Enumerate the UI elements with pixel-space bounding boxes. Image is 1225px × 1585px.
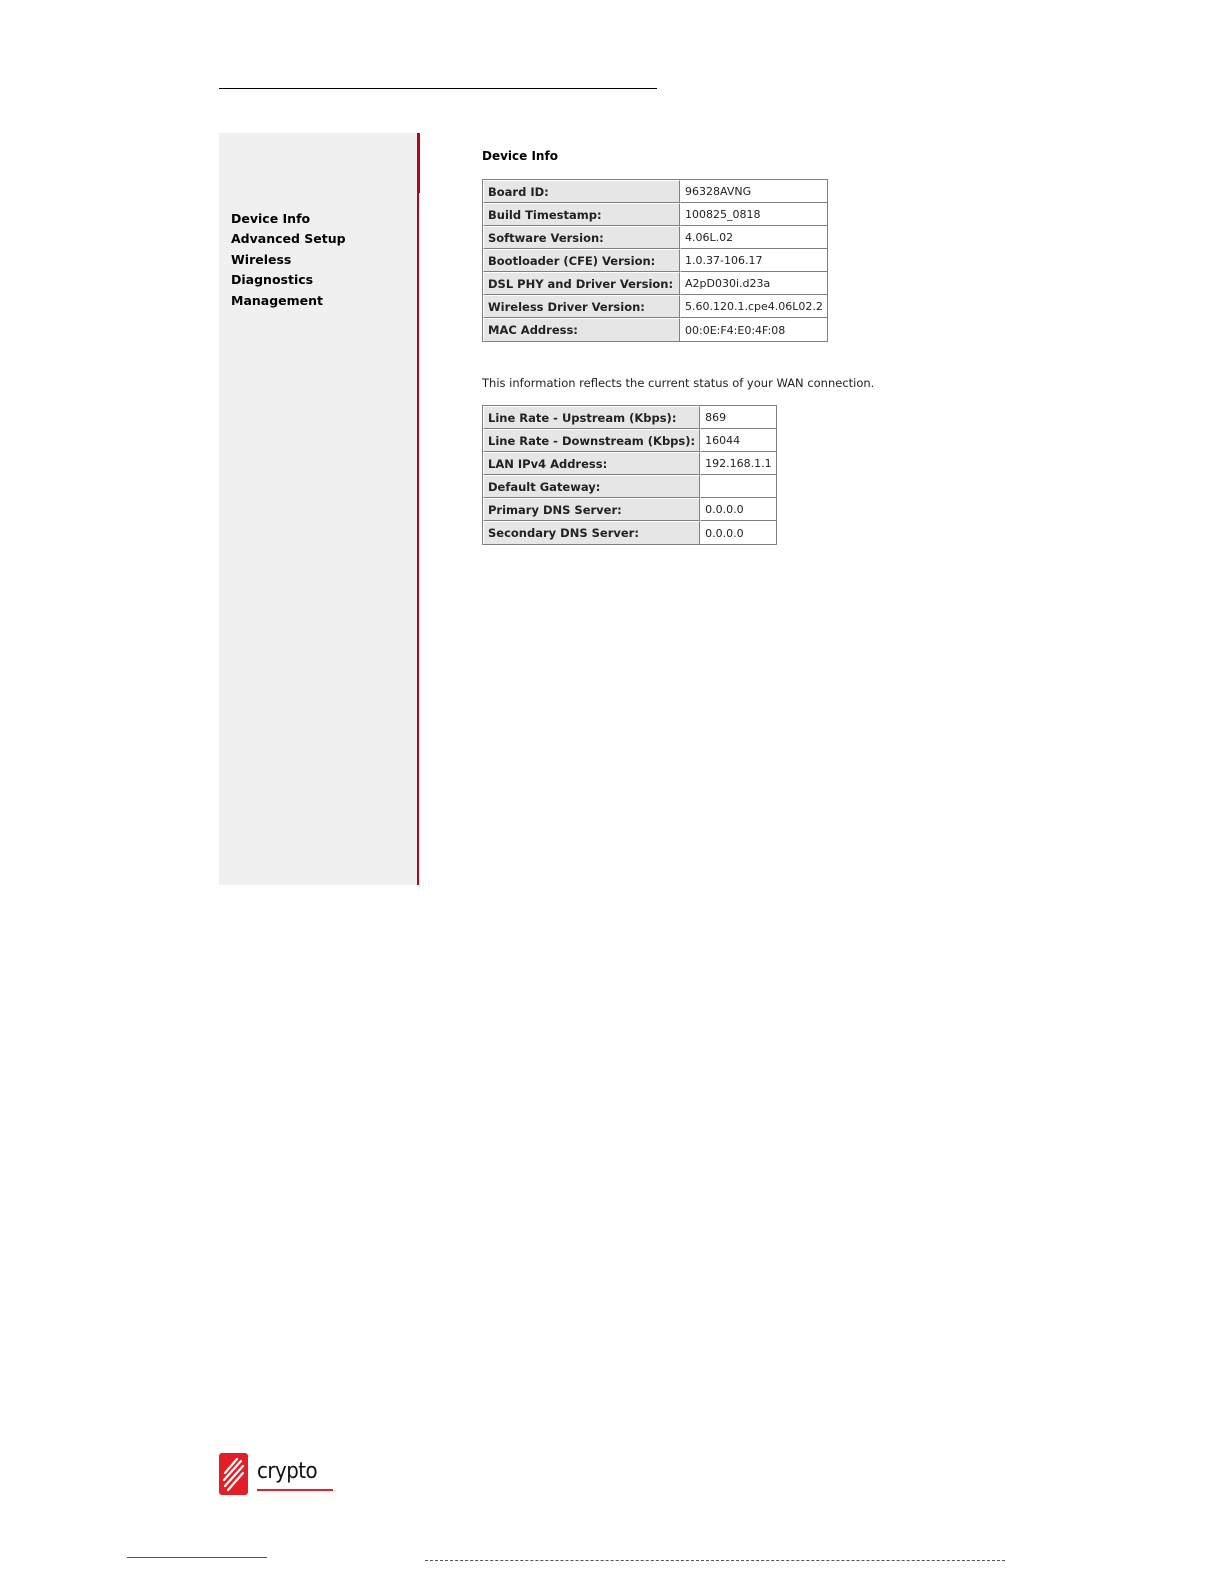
row-value: 0.0.0.0 — [700, 498, 775, 521]
row-label: MAC Address: — [483, 318, 680, 341]
row-label: Primary DNS Server: — [483, 498, 700, 521]
row-value: 1.0.37-106.17 — [680, 249, 827, 272]
sidebar-item-management[interactable]: Management — [231, 292, 324, 308]
footer-link-line — [127, 1557, 267, 1558]
row-value: 869 — [700, 406, 775, 429]
header-rule — [219, 88, 657, 89]
row-label: LAN IPv4 Address: — [483, 452, 700, 475]
row-value: 0.0.0.0 — [700, 521, 775, 544]
row-label: Line Rate - Downstream (Kbps): — [483, 429, 700, 452]
row-label: Software Version: — [483, 226, 680, 249]
row-label: Wireless Driver Version: — [483, 295, 680, 318]
row-label: Secondary DNS Server: — [483, 521, 700, 544]
row-value — [700, 475, 775, 498]
sidebar-item-diagnostics[interactable]: Diagnostics — [231, 272, 314, 288]
table-row — [483, 406, 776, 429]
table-row — [483, 203, 827, 226]
table-row — [483, 226, 827, 249]
footer-rule — [425, 1560, 1005, 1561]
table-row — [483, 272, 827, 295]
row-label: Default Gateway: — [483, 475, 700, 498]
table-row — [483, 180, 827, 203]
sidebar-menu — [231, 209, 346, 311]
table-row — [483, 295, 827, 318]
row-value: 5.60.120.1.cpe4.06L02.2 — [680, 295, 827, 318]
wan-status-table — [482, 405, 777, 545]
page-title: Device Info — [482, 149, 558, 163]
row-label: Line Rate - Upstream (Kbps): — [483, 406, 700, 429]
logo-mark-icon — [219, 1453, 248, 1495]
row-label: Build Timestamp: — [483, 203, 680, 226]
table-row — [483, 318, 827, 341]
row-label: DSL PHY and Driver Version: — [483, 272, 680, 295]
device-info-table — [482, 179, 828, 342]
sidebar-item-device-info[interactable]: Device Info — [231, 211, 311, 226]
table-row — [483, 475, 776, 498]
table-row — [483, 429, 776, 452]
logo-underline — [257, 1489, 333, 1491]
row-value: 4.06L.02 — [680, 226, 827, 249]
row-value: 16044 — [700, 429, 775, 452]
sidebar-divider — [417, 133, 419, 885]
sidebar-item-advanced-setup[interactable]: Advanced Setup — [231, 231, 346, 247]
sidebar-divider-accent — [419, 133, 420, 193]
table-row — [483, 249, 827, 272]
logo-wordmark: crypto — [257, 1459, 318, 1484]
wan-status-note: This information reflects the current status of your WAN connection. — [482, 376, 875, 390]
sidebar-item-wireless[interactable]: Wireless — [231, 251, 292, 267]
row-value: 00:0E:F4:E0:4F:08 — [680, 318, 827, 341]
row-value: 96328AVNG — [680, 180, 827, 203]
row-value: A2pD030i.d23a — [680, 272, 827, 295]
row-value: 100825_0818 — [680, 203, 827, 226]
table-row — [483, 521, 776, 544]
row-value: 192.168.1.1 — [700, 452, 775, 475]
row-label: Board ID: — [483, 180, 680, 203]
table-row — [483, 498, 776, 521]
row-label: Bootloader (CFE) Version: — [483, 249, 680, 272]
table-row — [483, 452, 776, 475]
